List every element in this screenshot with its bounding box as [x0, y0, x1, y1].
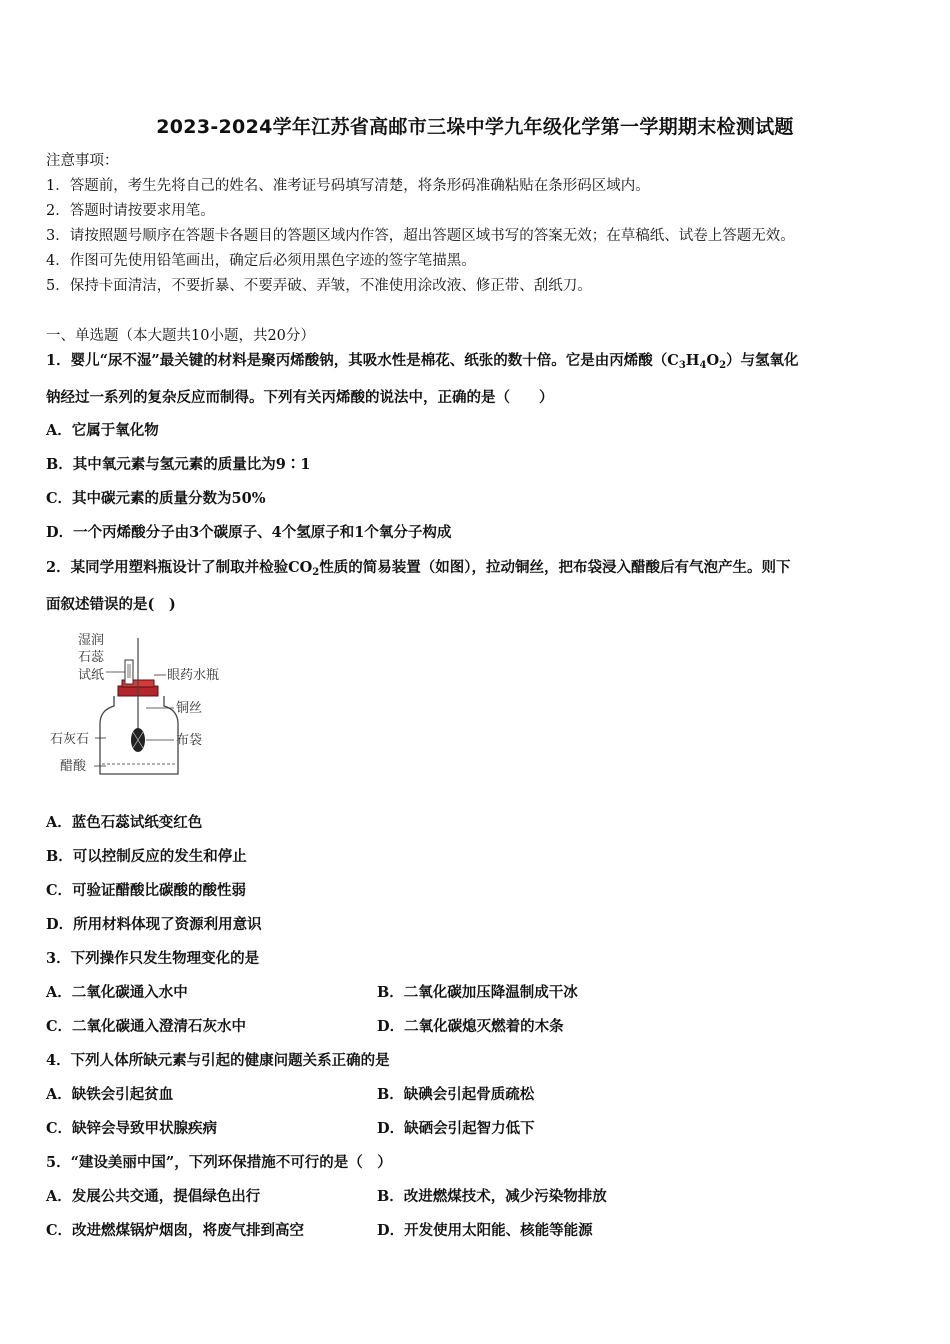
page-title: 2023-2024学年江苏省高邮市三垛中学九年级化学第一学期期末检测试题 — [156, 116, 794, 138]
label-litmus-2: 石蕊 — [78, 650, 105, 665]
q3-option-b: B．二氧化碳加压降温制成干冰 — [377, 984, 578, 1001]
q5-option-d: D．开发使用太阳能、核能等能源 — [377, 1222, 593, 1239]
notice-item: 5．保持卡面清洁，不要折暴、不要弄破、弄皱，不准使用涂改液、修正带、刮纸刀。 — [46, 278, 592, 294]
q4-option-a: A．缺铁会引起贫血 — [46, 1086, 174, 1103]
q5-option-b: B．改进燃煤技术，减少污染物排放 — [377, 1188, 607, 1205]
apparatus-diagram — [46, 628, 246, 778]
q1-stem-line2: 钠经过一系列的复杂反应而制得。下列有关丙烯酸的说法中，正确的是（ ） — [46, 389, 554, 406]
q4-stem: 4．下列人体所缺元素与引起的健康问题关系正确的是 — [46, 1052, 390, 1069]
label-litmus-3: 试纸 — [78, 668, 105, 683]
label-bottle: 眼药水瓶 — [167, 668, 220, 683]
notice-item: 1．答题前，考生先将自己的姓名、准考证号码填写清楚，将条形码准确粘贴在条形码区域内。 — [46, 178, 650, 194]
label-bag: 布袋 — [176, 733, 203, 748]
q1-option-c: C．其中碳元素的质量分数为50% — [46, 490, 266, 507]
q4-option-d: D．缺硒会引起智力低下 — [377, 1120, 535, 1137]
label-litmus-1: 湿润 — [78, 633, 105, 648]
q5-stem: 5．“建设美丽中国”，下列环保措施不可行的是（ ） — [46, 1154, 392, 1171]
section-heading: 一、单选题（本大题共10小题，共20分） — [46, 328, 315, 344]
notice-heading: 注意事项： — [46, 153, 119, 169]
q2-option-b: B．可以控制反应的发生和停止 — [46, 848, 247, 865]
notice-item: 3．请按照题号顺序在答题卡各题目的答题区域内作答，超出答题区域书写的答案无效；在草稿纸、试卷上答题无效。 — [46, 228, 795, 244]
q3-option-d: D．二氧化碳熄灭燃着的木条 — [377, 1018, 564, 1035]
q1-stem-line1: 1．婴儿“尿不湿”最关键的材料是聚丙烯酸钠，其吸水性是棉花、纸张的数十倍。它是由丙烯酸$(C_3H_4O_2)$与氢氧化 — [46, 352, 799, 371]
q5-option-c: C．改进燃煤锅炉烟囱，将废气排到高空 — [46, 1222, 305, 1239]
q5-option-a: A．发展公共交通，提倡绿色出行 — [46, 1188, 261, 1205]
q2-stem-line1: 2．某同学用塑料瓶设计了制取并检验$CO_2$性质的简易装置（如图），拉动铜丝，把布袋浸入醋酸后有气泡产生。则下 — [46, 559, 791, 578]
q1-option-a: A．它属于氧化物 — [46, 422, 159, 439]
q1-option-d: D．一个丙烯酸分子由3个碳原子、4个氢原子和1个氧分子构成 — [46, 524, 452, 541]
notice-item: 4．作图可先使用铅笔画出，确定后必须用黑色字迹的签字笔描黑。 — [46, 253, 476, 269]
label-wire: 铜丝 — [176, 701, 203, 716]
q3-stem: 3．下列操作只发生物理变化的是 — [46, 950, 260, 967]
q4-option-b: B．缺碘会引起骨质疏松 — [377, 1086, 535, 1103]
q2-stem-line2: 面叙述错误的是( ) — [46, 596, 176, 613]
q2-option-d: D．所用材料体现了资源利用意识 — [46, 916, 262, 933]
q3-option-c: C．二氧化碳通入澄清石灰水中 — [46, 1018, 247, 1035]
q4-option-c: C．缺锌会导致甲状腺疾病 — [46, 1120, 218, 1137]
q2-option-a: A．蓝色石蕊试纸变红色 — [46, 814, 203, 831]
label-limestone: 石灰石 — [50, 732, 90, 747]
label-acid: 醋酸 — [60, 759, 87, 774]
q1-option-b: B．其中氧元素与氢元素的质量比为9∶1 — [46, 456, 311, 473]
q2-option-c: C．可验证醋酸比碳酸的酸性弱 — [46, 882, 247, 899]
q3-option-a: A．二氧化碳通入水中 — [46, 984, 188, 1001]
notice-item: 2．答题时请按要求用笔。 — [46, 203, 215, 219]
